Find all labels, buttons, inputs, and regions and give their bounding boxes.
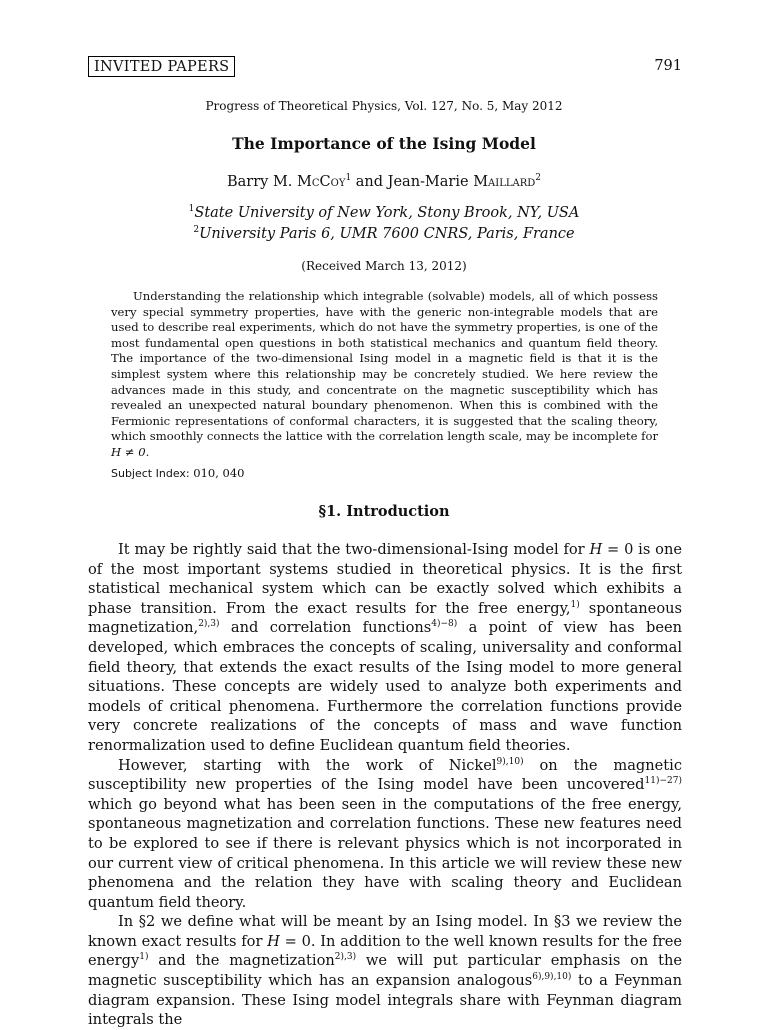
author-line [0, 174, 768, 190]
paragraph-2 [88, 756, 682, 913]
citation-ref: 6),9),10) [532, 972, 572, 983]
citation-ref: 9),10) [496, 756, 524, 767]
abstract-text: Understanding the relationship which integrable (solvable) models, all of which possess very special symmetry properties, have with the generic non-integrable models that are used to describe real experiments, which do not have the symmetry properties, is one of the most fundamental open questions in both statistical mechanics and quantum field theory. The importance of the two-dimensional Ising model in a magnetic field is that it is the simplest system where this relationship may be concretely studied. We here review the advances made in this study, and concentrate on the magnetic susceptibility which has revealed an unexpected natural boundary phenomenon. When this is combined with the Fermionic representations of conformal characters, it is suggested that the scaling theory, which smoothly connects the lattice with the correlation length scale, may be incomplete for [111, 289, 658, 444]
citation-ref: 2),3) [198, 619, 220, 630]
author-2-affiliation-mark: 2 [535, 173, 541, 184]
affiliation-1-mark: 1 [188, 204, 195, 215]
paragraph-3 [88, 912, 682, 1030]
text-run: = 0 is one of the most important systems studied in theoretical physics. It is the first statistical mechanical system which can be exactly solved which exhibits a phase transition. From the exact results for the free energy, [88, 541, 682, 617]
text-run: However, starting with the work of Nickel [118, 756, 497, 774]
abstract-period: . [145, 444, 150, 459]
citation-ref: 1) [139, 952, 149, 963]
text-run: and the magnetization [148, 952, 335, 970]
text-run: we will put particular emphasis on the magnetic susceptibility which has an expansion analogous [88, 952, 682, 990]
abstract-math: H ≠ 0 [111, 444, 146, 459]
text-run: to a Feynman diagram expansion. These Ising model integrals share with Feynman diagram integrals the [88, 972, 682, 1029]
journal-line: Progress of Theoretical Physics, Vol. 127, No. 5, May 2012 [205, 99, 563, 113]
text-run: spontaneous magnetization, [88, 599, 682, 637]
text-run: = 0. In addition to the well known results for the free energy [88, 932, 682, 970]
text-run: In §2 we define what will be meant by an Ising model. In §3 we review the known exact results for [88, 913, 682, 950]
paragraph-1 [88, 540, 682, 756]
author-1-last: McCoy [297, 174, 346, 190]
abstract [111, 289, 658, 461]
body-text [88, 540, 682, 1030]
affiliation-2-text: University Paris 6, UMR 7600 CNRS, Paris, France [199, 226, 575, 242]
text-run: a point of view has been developed, which embraces the concepts of scaling, universality and conformal field theory, that extends the exact results of the Ising model to more general situations. These concepts are widely used to analyze both experiments and models of critical phenomena. Furthermore the correlation functions provide very concrete realizations of the concepts of mass and wave function renormalization used to define Euclidean quantum field theories. [88, 619, 682, 754]
section-label-box: INVITED PAPERS [88, 56, 235, 77]
citation-ref: 1) [570, 599, 580, 610]
author-conjunction: and [351, 174, 388, 190]
subject-index-value: 010, 040 [189, 466, 245, 480]
affiliation-2-mark: 2 [193, 225, 200, 236]
text-run: which go beyond what has been seen in the computations of the free energy, spontaneous magnetization and correlation functions. These new features need to be explored to see if there is relevant physics which is not incorporated in our current view of critical phenomena. In this article we will review these new phenomena and the relation they have with scaling theory and Euclidean quantum field theory. [88, 795, 682, 911]
paper-title: The Importance of the Ising Model [232, 134, 536, 153]
affiliation-1-text: State University of New York, Stony Brook, NY, USA [194, 205, 580, 221]
page-number: 791 [654, 58, 682, 74]
math-symbol: H [589, 541, 603, 558]
author-2-last: Maillard [473, 174, 536, 190]
math-symbol: H [267, 932, 280, 950]
received-date: (Received March 13, 2012) [301, 259, 467, 273]
citation-ref: 2),3) [334, 952, 357, 963]
text-run: and correlation functions [219, 619, 432, 637]
citation-ref: 4)−8) [431, 619, 458, 630]
text-run: on the magnetic susceptibility new properties of the Ising model have been uncovered [88, 756, 682, 794]
author-2-first: Jean-Marie [387, 174, 474, 190]
citation-ref: 11)−27) [644, 776, 682, 787]
page-header [88, 56, 682, 78]
author-1-first: Barry M. [227, 174, 298, 190]
section-heading: §1. Introduction [318, 503, 450, 520]
subject-index [111, 466, 244, 480]
affiliation-1 [0, 205, 768, 221]
affiliation-2 [0, 226, 768, 242]
text-run: It may be rightly said that the two-dimensional-Ising model for [118, 541, 590, 558]
subject-index-label: Subject Index: [111, 467, 190, 480]
author-1-affiliation-mark: 1 [345, 173, 352, 184]
